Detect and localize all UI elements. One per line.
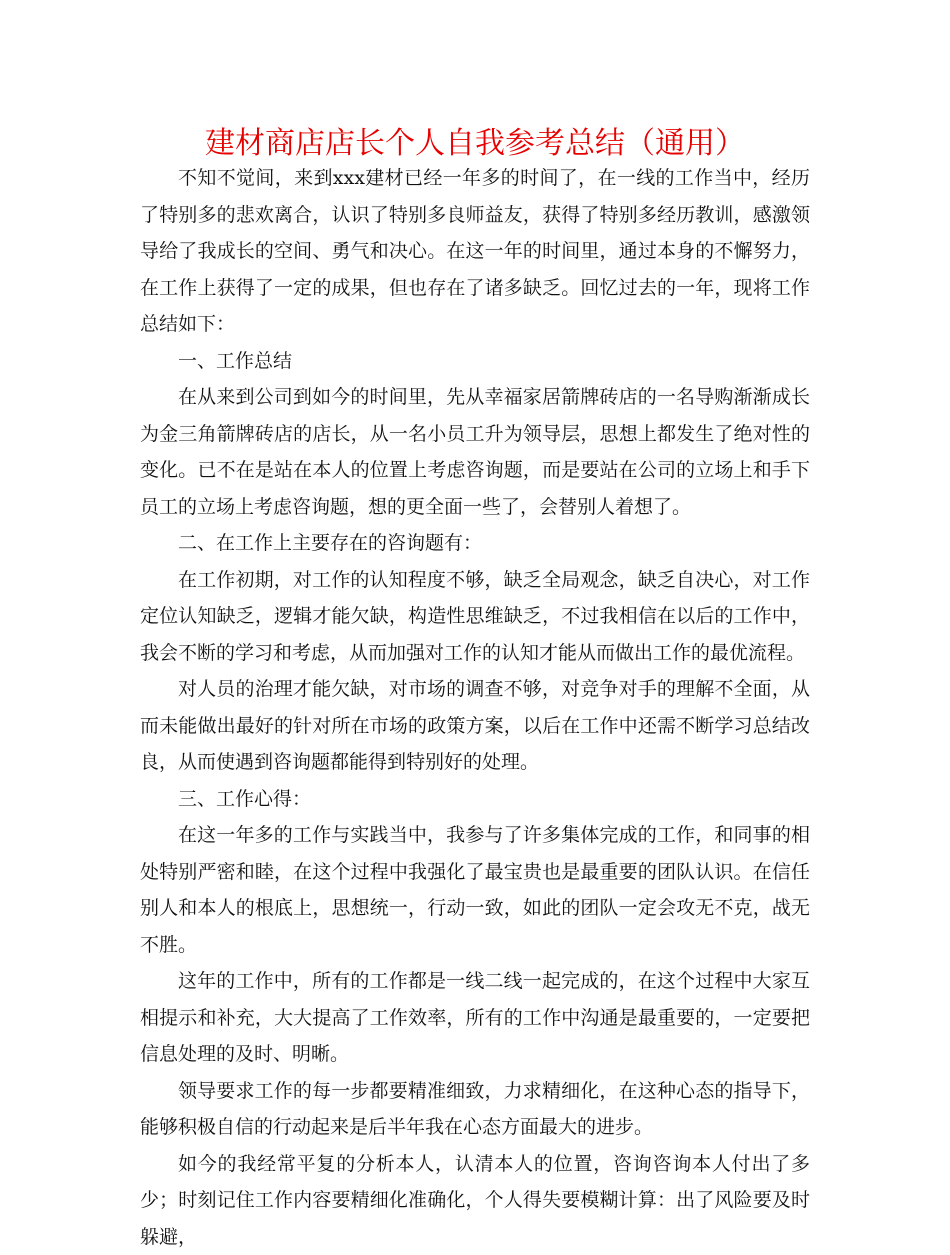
paragraph-intro: 不知不觉间，来到xxx建材已经一年多的时间了，在一线的工作当中，经历了特别多的悲欢离合，认识了特别多良师益友，获得了特别多经历教训，感激领导给了我成长的空间、勇气和决心。在这一年的时间里，通过本身的不懈努力，在工作上获得了一定的成果，但也存在了诸多缺乏。回忆过去的一年，现将工作总结如下： (140, 160, 810, 343)
document-title: 建材商店店长个人自我参考总结（通用） (0, 122, 950, 166)
paragraph: 如今的我经常平复的分析本人，认清本人的位置，咨询咨询本人付出了多少；时刻记住工作内容要精细化准确化，个人得失要模糊计算：出了风险要及时躲避， (140, 1146, 810, 1255)
paragraph: 这年的工作中，所有的工作都是一线二线一起完成的，在这个过程中大家互相提示和补充，大大提高了工作效率，所有的工作中沟通是最重要的，一定要把信息处理的及时、明晰。 (140, 963, 810, 1073)
paragraph: 领导要求工作的每一步都要精准细致，力求精细化，在这种心态的指导下，能够积极自信的行动起来是后半年我在心态方面最大的进步。 (140, 1073, 810, 1146)
section-heading-problems: 二、在工作上主要存在的咨询题有： (140, 525, 810, 562)
paragraph: 对人员的治理才能欠缺，对市场的调查不够，对竞争对手的理解不全面，从而未能做出最好的针对所在市场的政策方案，以后在工作中还需不断学习总结改良，从而使遇到咨询题都能得到特别好的处理。 (140, 671, 810, 781)
section-heading-work-summary: 一、工作总结 (140, 343, 810, 380)
paragraph: 在这一年多的工作与实践当中，我参与了许多集体完成的工作，和同事的相处特别严密和睦，在这个过程中我强化了最宝贵也是最重要的团队认识。在信任别人和本人的根底上，思想统一，行动一致，如此的团队一定会攻无不克，战无不胜。 (140, 817, 810, 963)
document-body (140, 160, 810, 1255)
paragraph: 在从来到公司到如今的时间里，先从幸福家居箭牌砖店的一名导购渐渐成长为金三角箭牌砖店的店长，从一名小员工升为领导层，思想上都发生了绝对性的变化。已不在是站在本人的位置上考虑咨询题，而是要站在公司的立场上和手下员工的立场上考虑咨询题，想的更全面一些了，会替别人着想了。 (140, 379, 810, 525)
section-heading-insights: 三、工作心得： (140, 781, 810, 818)
paragraph: 在工作初期，对工作的认知程度不够，缺乏全局观念，缺乏自决心，对工作定位认知缺乏，逻辑才能欠缺，构造性思维缺乏，不过我相信在以后的工作中，我会不断的学习和考虑，从而加强对工作的认知才能从而做出工作的最优流程。 (140, 562, 810, 672)
